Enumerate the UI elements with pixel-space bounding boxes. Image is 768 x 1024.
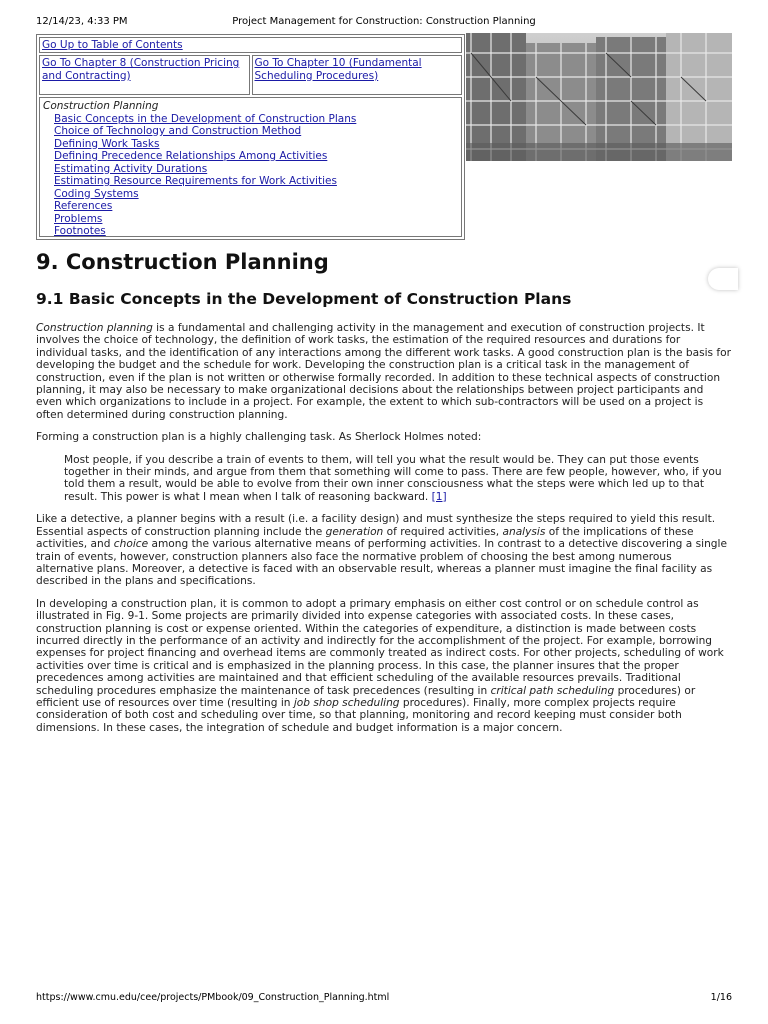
article-body (36, 322, 732, 744)
print-datetime: 12/14/23, 4:33 PM (36, 16, 128, 27)
print-page-title: Project Management for Construction: Construction Planning (232, 16, 536, 27)
paragraph-4-text-b: procedures) or efficient use of resources over time (resulting in (36, 684, 696, 709)
term-choice: choice (113, 538, 149, 551)
paragraph-1 (36, 322, 732, 421)
print-footer (36, 992, 732, 1006)
toc-item (54, 138, 459, 151)
toc-link-activity-durations[interactable]: Estimating Activity Durations (54, 162, 208, 175)
term-job-shop-scheduling: job shop scheduling (293, 696, 400, 709)
paragraph-2: Forming a construction plan is a highly challenging task. As Sherlock Holmes noted: (36, 431, 482, 444)
footnote-link[interactable]: [1] (431, 490, 447, 503)
term-critical-path-scheduling: critical path scheduling (490, 684, 615, 697)
paragraph-4-text-a: In developing a construction plan, it is common to adopt a primary emphasis on either cost control or on schedule control as illustrated in Fig. 9-1. Some projects are primarily divided into expense categories with associated costs. In these cases, construction planning is cost or expense oriented. Within the categories of expenditure, a distinction is made between costs incurred directly in the performance of an activity and indirectly for the accomplishment of the project. For example, borrowing expenses for project financing and overhead items are commonly treated as indirect costs. For other projects, scheduling of work activities over time is critical and is emphasized in the planning process. In this case, the planner insures that the proper precedences among activities are maintained and that efficient scheduling of the available resources prevails. Traditional scheduling procedures emphasize the maintenance of task precedences (resulting in (36, 597, 724, 697)
toc-item (54, 163, 459, 176)
paragraph-3-text-a: Like a detective, a planner begins with a result (i.e. a facility design) and must synthesize the steps required to yield this result. Essential aspects of construction planning include the (36, 513, 716, 538)
paragraph-4 (36, 598, 732, 734)
toc-link-problems[interactable]: Problems (54, 212, 103, 225)
nav-chapter-row (39, 55, 462, 95)
toc-link-choice-of-technology[interactable]: Choice of Technology and Construction Method (54, 125, 302, 137)
toc-item (54, 150, 459, 163)
nav-next-cell (252, 55, 463, 95)
nav-prev-cell (39, 55, 250, 95)
scaffolding-image (466, 33, 732, 161)
term-generation: generation (325, 525, 384, 538)
toc-item (54, 188, 459, 201)
toc-box (39, 97, 462, 237)
toc-link-footnotes[interactable]: Footnotes (54, 225, 106, 237)
toc-link-coding-systems[interactable]: Coding Systems (54, 187, 139, 200)
toc-heading: Construction Planning (43, 100, 159, 112)
paragraph-3-text-c: of the implications of these activities, and (36, 525, 694, 551)
holmes-quote (64, 454, 732, 504)
toc-item (54, 125, 459, 138)
toc-link-basic-concepts[interactable]: Basic Concepts in the Development of Construction Plans (54, 112, 357, 125)
term-construction-planning: Construction planning (36, 322, 153, 334)
toc-item (54, 213, 459, 226)
print-url: https://www.cmu.edu/cee/projects/PMbook/09_Construction_Planning.html (36, 992, 390, 1003)
toc-item (54, 113, 459, 126)
paragraph-4-text-c: procedures). Finally, more complex projects require consideration of both cost and scheduling over time, so that planning, monitoring and record keeping must consider both dimensions. In these cases, the integration of schedule and budget information is a major concern. (36, 696, 682, 734)
toc-item (54, 225, 459, 238)
toc-link-references[interactable]: References (54, 200, 113, 212)
chapter-nav-table (36, 34, 465, 240)
prev-chapter-link[interactable]: Go To Chapter 8 (Construction Pricing and Contracting) (42, 57, 240, 82)
term-analysis: analysis (502, 525, 546, 538)
nav-up-cell (39, 37, 462, 53)
scroll-handle[interactable] (708, 268, 738, 290)
print-header (36, 16, 732, 30)
quote-text: Most people, if you describe a train of events to them, will tell you what the result would be. They can put those events together in their minds, and argue from them that something will come to pass. There are few people, however, who, if you told them a result, would be able to evolve from their own inner consciousness what the steps were which led up to that result. This power is what I mean when I talk of reasoning backward. (64, 453, 722, 503)
toc-item (54, 175, 459, 188)
toc-link-precedence-relationships[interactable]: Defining Precedence Relationships Among Activities (54, 150, 328, 162)
section-title: 9.1 Basic Concepts in the Development of Construction Plans (36, 290, 572, 308)
paragraph-1-text: is a fundamental and challenging activity in the management and execution of construction projects. It involves the choice of technology, the definition of work tasks, the estimation of the required resources and durations for individual tasks, and the identification of any interactions among the different work tasks. A good construction plan is the basis for developing the budget and the schedule for work. Developing the construction plan is a critical task in the management of construction, even if the plan is not written or otherwise formally recorded. In addition to these technical aspects of construction planning, it may also be necessary to make organizational decisions about the relationships between project participants and even which organizations to include in a project. For example, the extent to which sub-contractors will be used on a project is often determined during construction planning. (36, 322, 731, 421)
construction-site-photo (466, 33, 732, 161)
toc-list (43, 113, 459, 238)
toc-link-resource-requirements[interactable]: Estimating Resource Requirements for Work Activities (54, 175, 337, 187)
paragraph-3-text-d: among the various alternative means of performing activities. In contrast to a detective discovering a single train of events, however, construction planners also face the normative problem of choosing the best among numerous alternative plans. Moreover, a detective is faced with an observable result, whereas a planner must imagine the final facility as described in the plans and specifications. (36, 538, 727, 588)
paragraph-3-text-b: of required activities, (383, 525, 503, 538)
toc-up-link[interactable]: Go Up to Table of Contents (42, 39, 183, 51)
next-chapter-link[interactable]: Go To Chapter 10 (Fundamental Scheduling Procedures) (254, 57, 422, 82)
toc-link-defining-work-tasks[interactable]: Defining Work Tasks (54, 137, 160, 150)
page-number: 1/16 (710, 992, 732, 1003)
paragraph-3 (36, 513, 732, 587)
chapter-title: 9. Construction Planning (36, 250, 329, 274)
toc-item (54, 200, 459, 213)
